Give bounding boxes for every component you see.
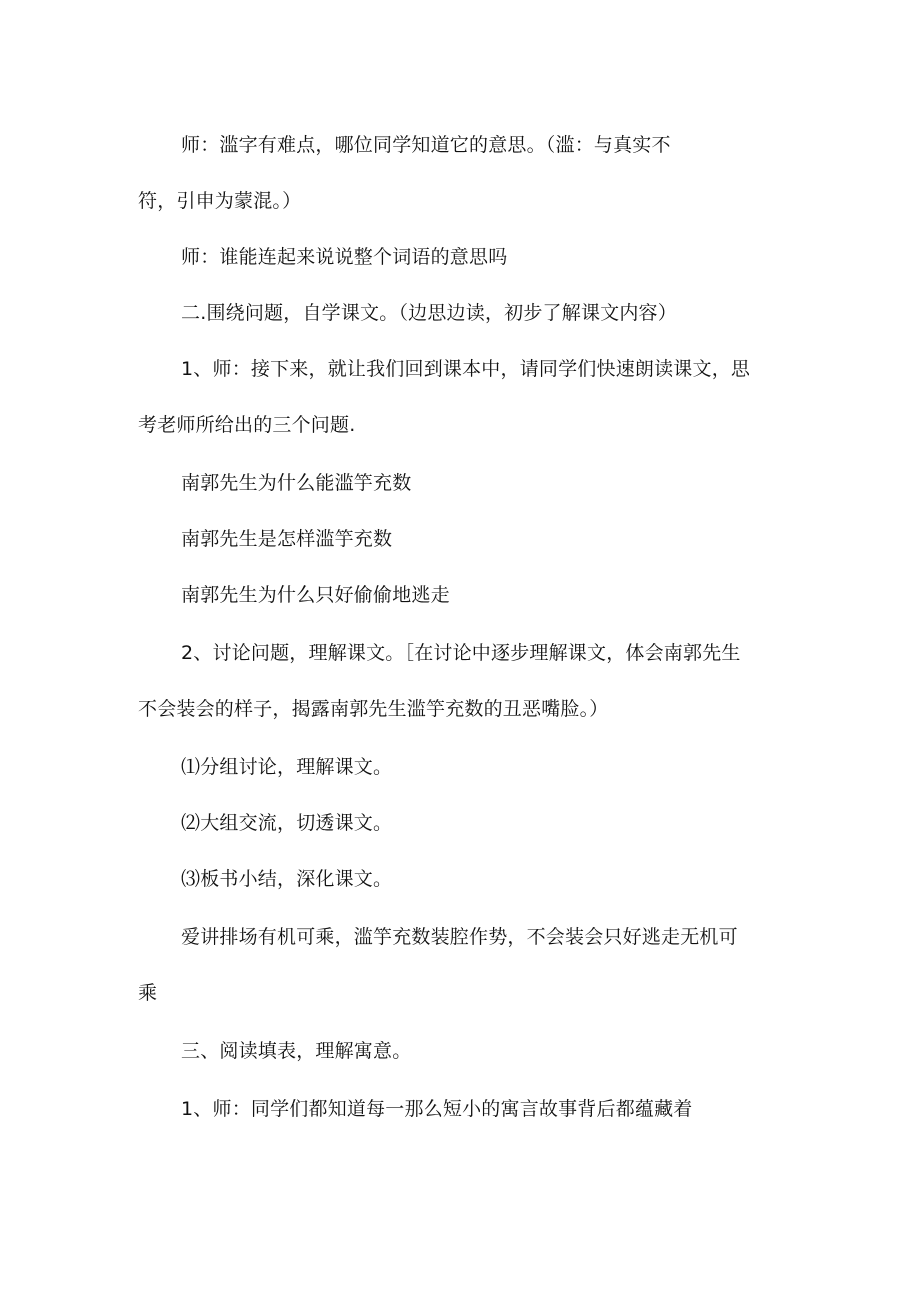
list-item-3: ⑶板书小结，深化课文。 bbox=[181, 868, 393, 890]
section-heading-3: 三、阅读填表，理解寓意。 bbox=[181, 1040, 412, 1062]
paragraph-line-1: 师：滥字有难点，哪位同学知道它的意思。（滥：与真实不 bbox=[181, 134, 671, 156]
paragraph-line-10: 2、讨论问题，理解课文。［在讨论中逐步理解课文，体会南郭先生 bbox=[181, 642, 741, 664]
paragraph-line-6: 考老师所给出的三个问题. bbox=[138, 414, 356, 436]
question-line-2: 南郭先生是怎样滥竽充数 bbox=[181, 528, 393, 550]
question-line-3: 南郭先生为什么只好偷偷地逃走 bbox=[181, 584, 450, 606]
paragraph-line-2: 符，引申为蒙混。） bbox=[138, 190, 302, 212]
paragraph-line-15: 爱讲排场有机可乘，滥竽充数装腔作势，不会装会只好逃走无机可 bbox=[181, 926, 738, 948]
section-heading-2: 二.围绕问题，自学课文。（边思边读，初步了解课文内容） bbox=[181, 302, 677, 324]
question-line-1: 南郭先生为什么能滥竽充数 bbox=[181, 472, 412, 494]
paragraph-line-18: 1、师：同学们都知道每一那么短小的寓言故事背后都蕴藏着 bbox=[181, 1098, 693, 1120]
paragraph-line-11: 不会装会的样子，揭露南郭先生滥竽充数的丑恶嘴脸。） bbox=[138, 698, 609, 720]
paragraph-line-16: 乘 bbox=[138, 982, 158, 1004]
list-item-2: ⑵大组交流，切透课文。 bbox=[181, 812, 393, 834]
paragraph-line-5: 1、师：接下来，就让我们回到课本中，请同学们快速朗读课文，思 bbox=[181, 358, 751, 380]
list-item-1: ⑴分组讨论，理解课文。 bbox=[181, 756, 393, 778]
paragraph-line-3: 师：谁能连起来说说整个词语的意思吗 bbox=[181, 246, 508, 268]
